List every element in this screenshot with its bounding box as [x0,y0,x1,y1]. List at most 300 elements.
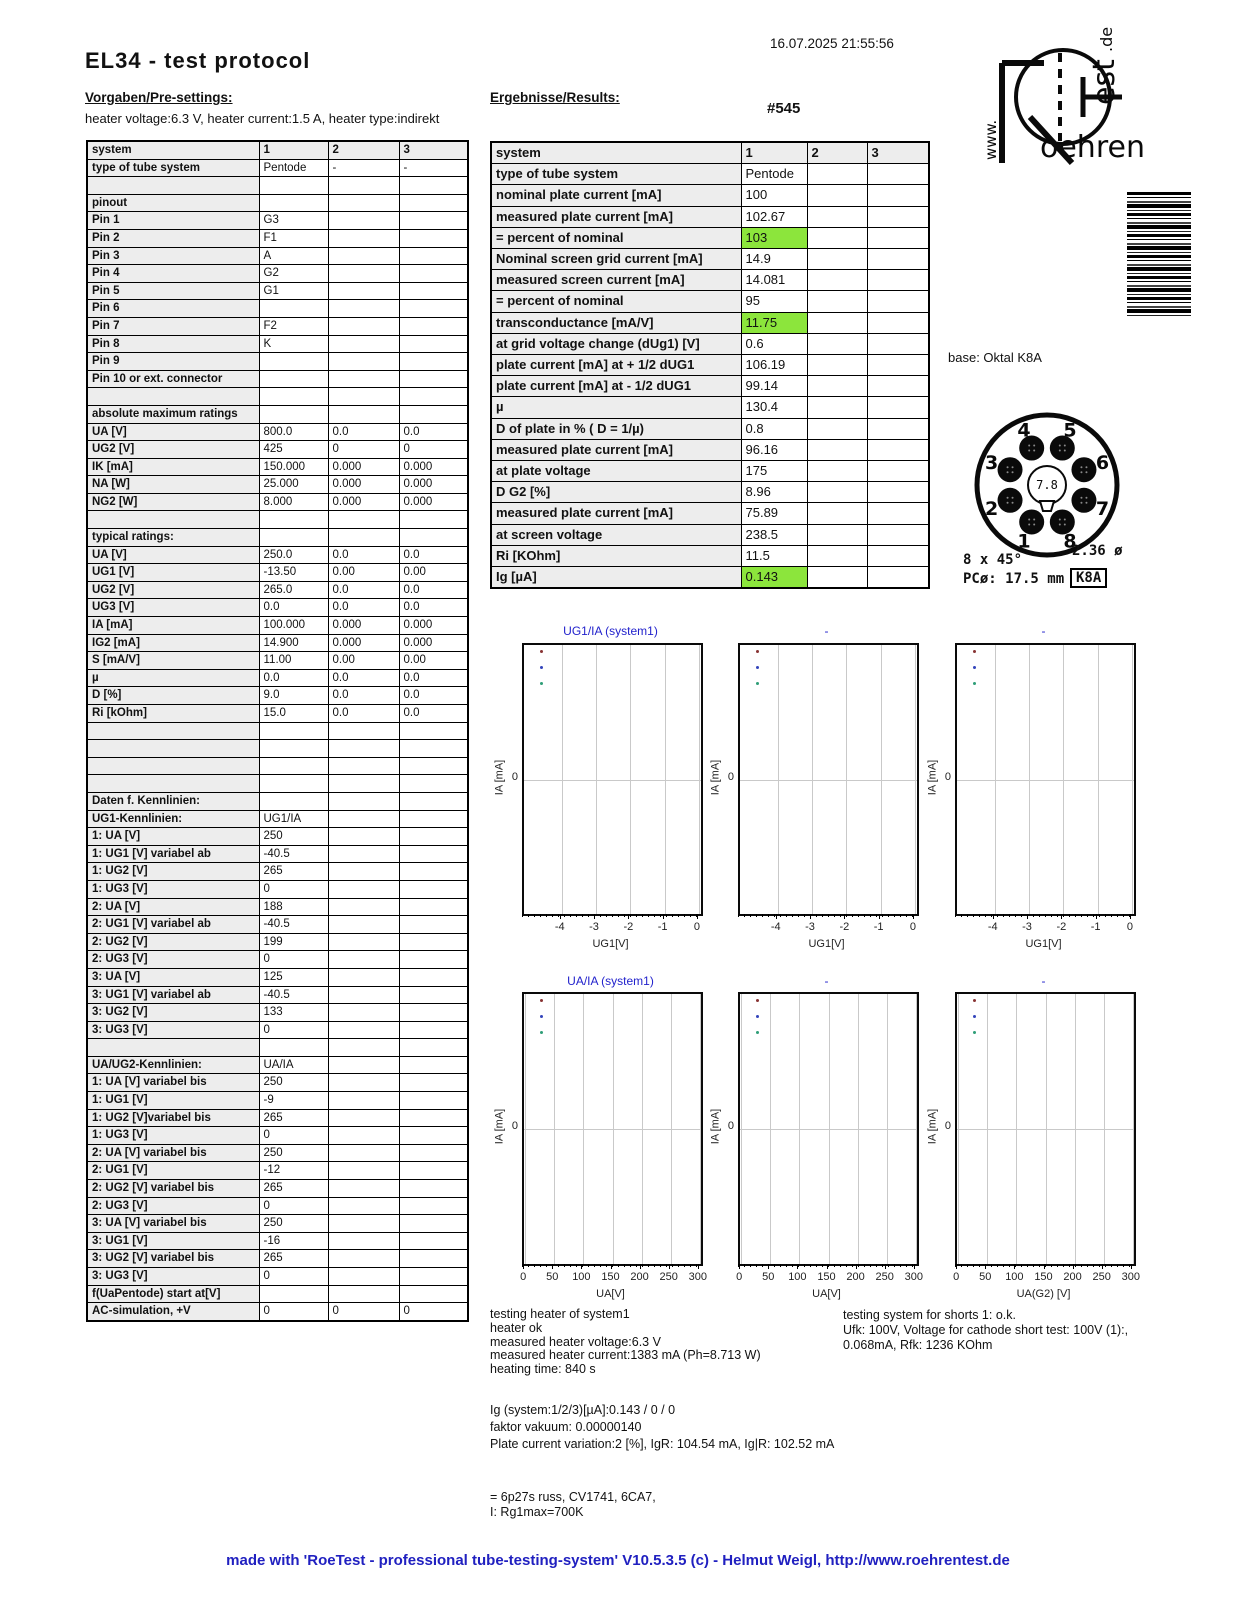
row-value: 0.0 [328,581,399,599]
row-value: 0 [259,951,328,969]
row-value: 425 [259,441,328,459]
x-axis-label: UA[V] [812,1288,841,1300]
x-tick-label: 300 [688,1271,707,1283]
x-tick-mark [552,1264,553,1269]
row-label: 3: UG2 [V] [87,1004,259,1022]
row-value: Pentode [741,164,807,185]
row-value: A [259,247,328,265]
x-tick-label: 0 [953,1271,960,1283]
row-value: 95 [741,291,807,312]
row-label: 2: UA [V] variabel bis [87,1144,259,1162]
row-label: AC-simulation, +V [87,1303,259,1321]
row-value: 199 [259,933,328,951]
x-tick-mark [628,914,629,919]
row-value: 1 [741,142,807,164]
row-label: measured plate current [mA] [491,503,741,524]
row-value: 106.19 [741,355,807,376]
row-value: 265 [259,1250,328,1268]
x-tick-label: 50 [546,1271,559,1283]
row-value: 96.16 [741,439,807,460]
x-tick-mark [810,914,811,919]
row-label: UG3 [V] [87,599,259,617]
chart-title: - [824,624,829,638]
row-label: UG2 [V] [87,441,259,459]
row-value: 0.0 [328,599,399,617]
note-line: I: Rg1max=700K [490,1505,584,1519]
x-tick-mark [993,914,994,919]
row-value: 0 [399,1303,468,1321]
row-label: at screen voltage [491,524,741,545]
x-tick-mark [581,1264,582,1269]
row-value: 0.000 [399,493,468,511]
chart-zero-line [957,1129,1134,1130]
x-tick-label: 0 [736,1271,743,1283]
row-value: 250 [259,1215,328,1233]
row-label: 3: UG3 [V] [87,1268,259,1286]
y-tick-label: 0 [511,1120,518,1132]
row-value: 102.67 [741,206,807,227]
x-tick-label: 0 [520,1271,527,1283]
row-value: 14.900 [259,634,328,652]
row-value: 0.00 [399,564,468,582]
row-label: nominal plate current [mA] [491,185,741,206]
logo-text-est: est [1087,59,1122,105]
x-tick-label: 200 [1063,1271,1082,1283]
row-value: 0 [328,441,399,459]
row-value: 100.000 [259,617,328,635]
x-tick-label: 150 [1034,1271,1053,1283]
legend-dot [973,650,976,653]
chart-plot-area [955,992,1136,1266]
x-tick-mark [1027,914,1028,919]
shorts-test-notes [843,1308,1128,1353]
x-tick-label: 100 [572,1271,591,1283]
row-value: 130.4 [741,397,807,418]
x-tick-label: -1 [657,921,668,933]
page-title: EL34 - test protocol [85,48,311,73]
x-tick-label: -4 [987,921,998,933]
row-label: Pin 6 [87,300,259,318]
x-tick-label: -3 [1022,921,1032,933]
row-label: 3: UG3 [V] [87,1021,259,1039]
row-value: 0.000 [328,458,399,476]
row-label: D [%] [87,687,259,705]
x-tick-label: -2 [839,921,850,933]
chart-plot-area [522,643,703,916]
x-tick-label: 150 [601,1271,620,1283]
chart-plot-area [522,992,703,1266]
y-axis-label: IA [mA] [926,759,939,795]
row-value: -13.50 [259,564,328,582]
base-label: base: Oktal K8A [948,350,1042,365]
x-axis-label: UA(G2) [V] [1016,1288,1071,1300]
row-value: 800.0 [259,423,328,441]
row-label: 3: UG2 [V] variabel bis [87,1250,259,1268]
row-value: 11.75 [741,312,807,333]
row-value: 1 [259,141,328,159]
row-value: 8.96 [741,482,807,503]
row-value: - [399,159,468,177]
row-label: Pin 1 [87,212,259,230]
row-label: at grid voltage change (dUg1) [V] [491,333,741,354]
row-label: f(UaPentode) start at[V] [87,1285,259,1303]
chart-title: - [1041,624,1046,638]
row-value: 11.00 [259,652,328,670]
x-tick-mark [1061,914,1062,919]
chart-title: - [824,974,829,988]
x-tick-label: 100 [1005,1271,1024,1283]
x-tick-mark [697,914,698,919]
row-value: 0.0 [399,705,468,723]
socket-pin-number: 6 [1095,452,1110,475]
row-label: 1: UA [V] variabel bis [87,1074,259,1092]
x-axis-minor-ticks [738,914,915,917]
x-tick-label: 0 [909,921,916,933]
row-label: UG2 [V] [87,581,259,599]
row-value: 14.081 [741,270,807,291]
chart-title: UA/IA (system1) [567,974,654,988]
x-tick-label: 250 [875,1271,894,1283]
row-label: = percent of nominal [491,227,741,248]
row-value: 0 [259,1268,328,1286]
row-label: S [mA/V] [87,652,259,670]
row-value: 238.5 [741,524,807,545]
row-value: 0.000 [399,634,468,652]
row-label: measured plate current [mA] [491,439,741,460]
row-value: 0.000 [328,476,399,494]
row-label: Pin 9 [87,353,259,371]
row-label: Pin 8 [87,335,259,353]
row-value: 265.0 [259,581,328,599]
chart-zero-line [740,1129,917,1130]
y-axis-label: IA [mA] [709,1108,722,1145]
row-value: 3 [399,141,468,159]
chart-zero-line [524,1129,701,1130]
note-line: Plate current variation:2 [%], IgR: 104.54 mA, Ig|R: 102.52 mA [490,1436,835,1451]
x-tick-mark [560,914,561,919]
x-tick-mark [776,914,777,919]
row-value: G1 [259,282,328,300]
socket-pin-number: 8 [1063,530,1077,553]
row-label: µ [87,669,259,687]
row-label: D of plate in % ( D = 1/µ) [491,418,741,439]
x-tick-label: 150 [817,1271,836,1283]
socket-pitch-circle-label: PCø: 17.5 mm [963,571,1065,587]
legend-dot [540,666,543,669]
x-tick-label: 100 [788,1271,807,1283]
socket-pin-number: 2 [984,497,999,520]
row-value: 0.000 [328,634,399,652]
row-label: system [87,141,259,159]
row-label: Pin 3 [87,247,259,265]
row-value: F2 [259,317,328,335]
row-label: absolute maximum ratings [87,405,259,423]
row-value: 250 [259,1144,328,1162]
legend-dot [540,1015,543,1018]
chart-plot-area [738,643,919,916]
row-value: 2 [328,141,399,159]
row-label: 2: UG3 [V] [87,1197,259,1215]
x-tick-label: 200 [846,1271,865,1283]
row-label: plate current [mA] at - 1/2 dUG1 [491,376,741,397]
row-label: 2: UG1 [V] [87,1162,259,1180]
row-value: 175 [741,461,807,482]
note-line: heating time: 840 s [490,1362,596,1377]
chart-title: UG1/IA (system1) [563,624,658,638]
row-value: 9.0 [259,687,328,705]
socket-pin-number: 3 [984,452,999,475]
y-axis-label: IA [mA] [493,759,506,795]
y-axis-label: IA [mA] [493,1108,506,1145]
row-label: 3: UG1 [V] [87,1232,259,1250]
logo-text-www: www. [982,119,1000,160]
row-value: 0.0 [328,687,399,705]
x-tick-mark [611,1264,612,1269]
row-value: -12 [259,1162,328,1180]
x-tick-label: 200 [630,1271,649,1283]
x-axis-label: UG1[V] [592,938,629,950]
x-axis-minor-ticks [955,914,1132,917]
x-axis-label: UG1[V] [808,938,845,950]
row-value: 0.0 [259,669,328,687]
x-tick-mark [797,1264,798,1269]
row-value: 0 [259,1127,328,1145]
row-value: 0.000 [328,617,399,635]
row-label: Ri [KOhm] [491,545,741,566]
row-value: 265 [259,1109,328,1127]
chart-zero-line [957,780,1134,781]
row-label: measured screen current [mA] [491,270,741,291]
row-value: 15.0 [259,705,328,723]
x-tick-mark [768,1264,769,1269]
row-label: 2: UG2 [V] [87,933,259,951]
x-tick-mark [698,1264,699,1269]
legend-dot [756,650,759,653]
row-value: 0.000 [328,493,399,511]
row-label: Ri [kOhm] [87,705,259,723]
logo-text-de: .de [1097,26,1116,52]
row-value: G2 [259,265,328,283]
legend-dot [756,682,759,685]
footer-credit: made with 'RoeTest - professional tube-testing-system' V10.5.3.5 (c) - Helmut Weigl, http://www.roehrentest.de [226,1552,1010,1569]
row-value: 0.0 [259,599,328,617]
legend-dot [540,999,543,1002]
row-value: 0 [259,880,328,898]
row-value: 25.000 [259,476,328,494]
row-label: Nominal screen grid current [mA] [491,249,741,270]
row-value: -40.5 [259,845,328,863]
row-value: 0.00 [328,652,399,670]
row-value: 0 [259,1303,328,1321]
row-label: type of tube system [491,164,741,185]
heater-test-notes [490,1308,761,1377]
x-tick-label: 300 [1121,1271,1140,1283]
chart-title: - [1041,974,1046,988]
x-tick-mark [844,914,845,919]
row-label: 3: UA [V] [87,968,259,986]
row-value: UA/IA [259,1056,328,1074]
x-tick-mark [1044,1264,1045,1269]
socket-angle-label: 8 x 45° [963,552,1023,568]
note-line: testing heater of system1 [490,1307,630,1321]
x-tick-mark [739,1264,740,1269]
x-axis-label: UG1[V] [1025,938,1062,950]
presettings-heading: Vorgaben/Pre-settings: [85,90,233,105]
note-line: testing system for shorts 1: o.k. [843,1308,1016,1322]
note-line: 0.068mA, Rfk: 1236 KOhm [843,1338,993,1352]
row-label: pinout [87,194,259,212]
row-value: G3 [259,212,328,230]
y-tick-label: 0 [727,1120,734,1132]
y-tick-label: 0 [727,770,734,783]
row-value: -40.5 [259,916,328,934]
x-tick-mark [669,1264,670,1269]
chart-zero-line [740,780,917,781]
x-tick-label: -4 [554,921,565,933]
x-tick-label: -1 [1090,921,1101,933]
row-value: K [259,335,328,353]
note-line: heater ok [490,1320,543,1335]
row-value: Pentode [259,159,328,177]
row-label: plate current [mA] at + 1/2 dUG1 [491,355,741,376]
row-label: UA [V] [87,546,259,564]
x-tick-mark [985,1264,986,1269]
row-label: 1: UG3 [V] [87,1127,259,1145]
socket-key-badge: K8A [1070,568,1107,588]
row-value: 0 [328,1303,399,1321]
row-value: 0.143 [741,567,807,589]
row-value: 0 [259,1197,328,1215]
row-value: -40.5 [259,986,328,1004]
row-label: IG2 [mA] [87,634,259,652]
row-value: 250 [259,828,328,846]
equivalent-types-notes [490,1490,656,1520]
row-value: 0.6 [741,333,807,354]
row-label: transconductance [mA/V] [491,312,741,333]
x-tick-label: -2 [623,921,634,933]
row-value: 0.0 [328,423,399,441]
row-value: - [328,159,399,177]
x-tick-mark [523,1264,524,1269]
x-tick-mark [640,1264,641,1269]
chart-plot-area [955,643,1136,916]
row-label: 1: UG3 [V] [87,880,259,898]
row-value: 0.0 [399,599,468,617]
x-tick-mark [594,914,595,919]
presettings-text: heater voltage:6.3 V, heater current:1.5 A, heater type:indirekt [85,111,440,126]
row-value: 0.0 [399,669,468,687]
row-label: 2: UG1 [V] variabel ab [87,916,259,934]
x-tick-label: 0 [1126,921,1133,933]
row-label: 1: UG1 [V] [87,1092,259,1110]
row-value: 3 [867,142,929,164]
row-value: 265 [259,863,328,881]
row-value: 11.5 [741,545,807,566]
row-value: -16 [259,1232,328,1250]
x-tick-label: -3 [805,921,815,933]
socket-pin-diameter-label: 2.36 ø [1072,543,1123,559]
x-tick-mark [885,1264,886,1269]
note-line: = 6p27s russ, CV1741, 6CA7, [490,1490,656,1504]
x-tick-mark [827,1264,828,1269]
row-label: at plate voltage [491,461,741,482]
row-label: D G2 [%] [491,482,741,503]
row-value: 0.00 [399,652,468,670]
note-line: Ufk: 100V, Voltage for cathode short test: 100V (1):, [843,1323,1129,1337]
chart-zero-line [524,780,701,781]
x-tick-mark [1130,914,1131,919]
row-value: 125 [259,968,328,986]
row-label: Pin 4 [87,265,259,283]
row-label: UG1-Kennlinien: [87,810,259,828]
row-label: UG1 [V] [87,564,259,582]
row-value: 0.000 [399,617,468,635]
row-label: = percent of nominal [491,291,741,312]
row-label: 2: UG3 [V] [87,951,259,969]
row-value: 250.0 [259,546,328,564]
grid-current-notes [490,1402,834,1452]
legend-dot [540,650,543,653]
x-tick-mark [856,1264,857,1269]
y-tick-label: 0 [511,770,518,783]
socket-center-label: 7.8 [1036,478,1058,492]
row-value: 0.000 [399,458,468,476]
row-label: 1: UA [V] [87,828,259,846]
x-tick-mark [1014,1264,1015,1269]
x-tick-label: 0 [693,921,700,933]
x-tick-mark [1102,1264,1103,1269]
x-tick-label: -3 [589,921,599,933]
x-axis-label: UA[V] [596,1288,625,1300]
row-value: 103 [741,227,807,248]
row-label: UA/UG2-Kennlinien: [87,1056,259,1074]
legend-dot [756,999,759,1002]
x-tick-mark [914,1264,915,1269]
row-value: UG1/IA [259,810,328,828]
row-label: NA [W] [87,476,259,494]
x-tick-mark [1096,914,1097,919]
results-heading: Ergebnisse/Results: [490,90,620,105]
x-axis-minor-ticks [522,914,699,917]
row-label: 2: UG2 [V] variabel bis [87,1180,259,1198]
row-label: Daten f. Kennlinien: [87,792,259,810]
row-value: 0 [399,441,468,459]
row-value: 188 [259,898,328,916]
row-label: Pin 5 [87,282,259,300]
row-label: µ [491,397,741,418]
note-line: measured heater voltage:6.3 V [490,1334,661,1349]
print-datetime: 16.07.2025 21:55:56 [770,36,894,51]
x-tick-label: -1 [873,921,884,933]
legend-dot [756,1015,759,1018]
row-value: 0.0 [399,546,468,564]
row-value: F1 [259,229,328,247]
x-tick-mark [913,914,914,919]
row-label: system [491,142,741,164]
row-value: 0.8 [741,418,807,439]
x-tick-label: 250 [659,1271,678,1283]
row-value: 0.0 [328,705,399,723]
row-label: IA [mA] [87,617,259,635]
y-axis-label: IA [mA] [709,759,722,795]
x-tick-mark [956,1264,957,1269]
y-axis-label: IA [mA] [926,1108,939,1145]
logo-text-oehren: oehren [1040,130,1145,165]
row-value: 8.000 [259,493,328,511]
row-value: 0.0 [328,669,399,687]
legend-dot [973,682,976,685]
legend-dot [756,666,759,669]
